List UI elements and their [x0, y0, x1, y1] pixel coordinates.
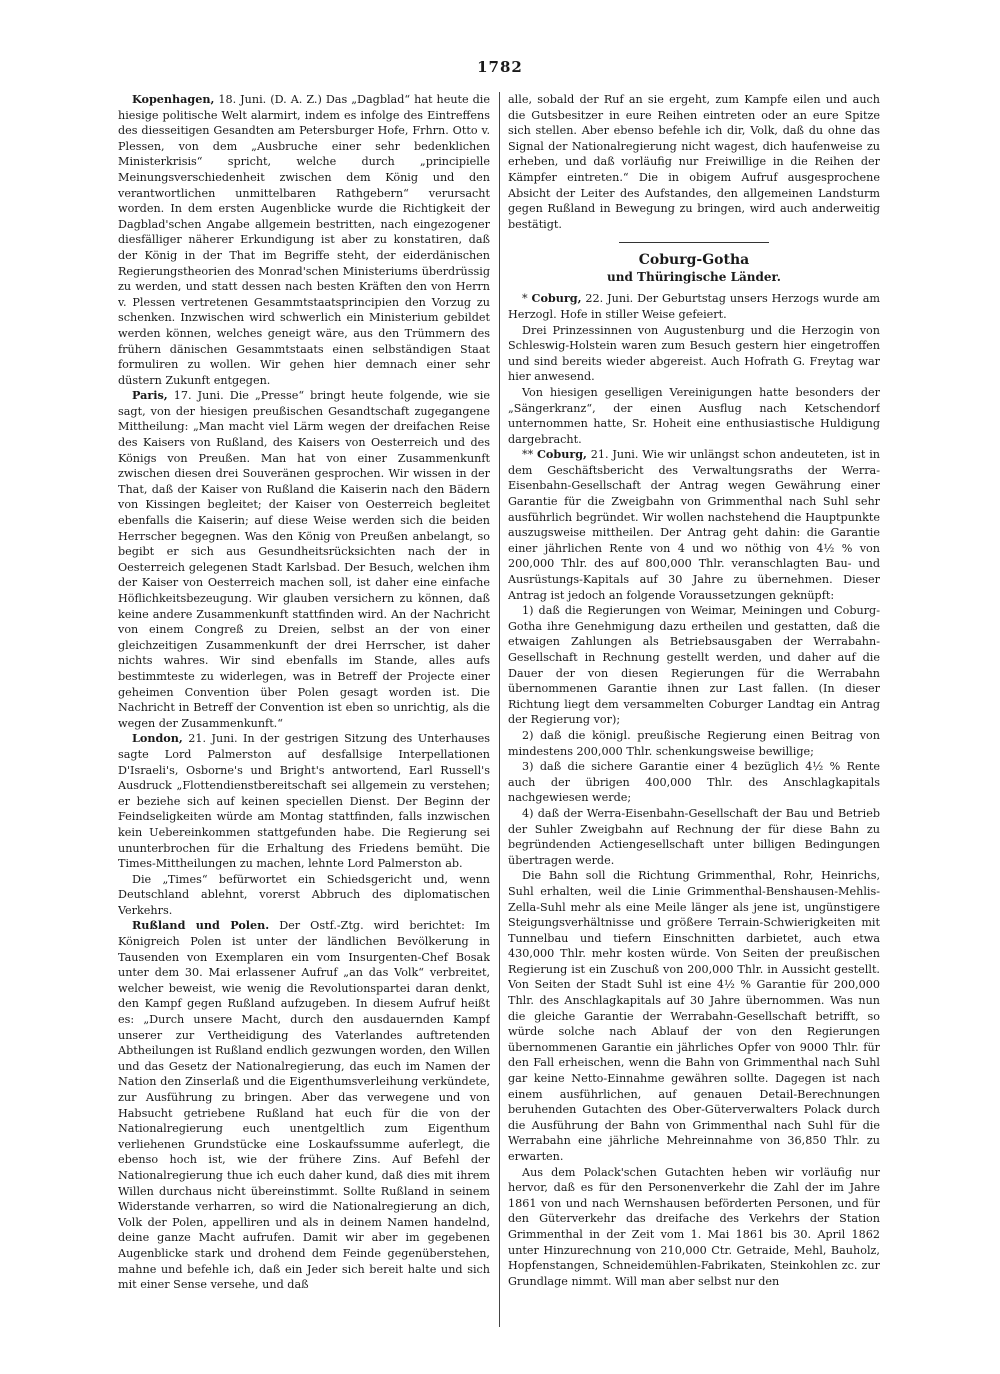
article-london-text: 21. Juni. In der gestrigen Sitzung des Unterhauses sagte Lord Palmerston auf desfallsige Interpellationen D'Israeli's, Osborne's und Bright's antwortend, Earl Russell's Ausdruck „Flottendienstbereitschaft sei allgemein zu verstehen; er beziehe sich auf keinen speciellen Dienst. Der Beginn der Feindseligkeiten würde am Montag stattfinden, falls inzwischen kein Uebereinkommen stattgefunden habe. Die Regierung sei ununterbrochen für die Erhaltung des Friedens bemüht. Die Times-Mittheilungen zu machen, lehnte Lord Palmerston ab.: [118, 732, 490, 871]
condition-item-1: 1) daß die Regierungen von Weimar, Meiningen und Coburg-Gotha ihre Genehmigung dazu ertheilen und gestatten, daß die etwaigen Zahlungen als Betriebsausgaben der Werrabahn-Gesellschaft in Rechnung gestellt werden, und daher auf die Dauer der von diesen Regierungen für die Werrabahn übernommenen Garantie ihnen zur Last fallen. (In dieser Richtung liegt dem versammelten Coburger Landtag ein Antrag der Regierung vor);: [508, 604, 880, 727]
paragraph-prinzessinnen: Drei Prinzessinnen von Augustenburg und die Herzogin von Schleswig-Holstein waren zum Besuch gestern hier eingetroffen und sind bereits wieder abgereist. Auch Hofrath G. Freytag war hier anwesend.: [508, 323, 880, 384]
dateline-russland: Rußland und Polen.: [132, 918, 270, 933]
article-kopenhagen-text: 18. Juni. (D. A. Z.) Das „Dagblad“ hat heute die hiesige politische Welt alarmirt, indem es infolge des Eintreffens des diesseitigen Gesandten am Petersburger Hofe, Frhrn. Otto v. Plessen, von dem „Ausbruche einer sehr bedenklichen Ministerkrisis“ spricht, welche durch „principielle Meinungsverschiedenheit zwischen dem König und den verantwortlichen unmittelbaren Rathgebern“ verursacht worden. In dem ersten Augenblicke wurde die Richtigkeit der Dagblad'schen Angabe allgemein bestritten, nach eingezogener diesfälliger näherer Erkundigung ist aber zu konstatiren, daß der König in der That im Begriffe steht, der eiderdänischen Regierungstheorien des Monrad'schen Ministeriums überdrüssig zu werden, und statt dessen nach besten Kräften den von Herrn v. Plessen vertretenen Gesammtstaatsprincipien den Vorzug zu schenken. Inzwischen wird schwerlich ein Ministerium gebildet werden können, welches geneigt wäre, aus den Trümmern des frühern dänischen Gesammtstaats einen selbständigen Staat formuliren zu wollen. Wir gehen hier demnach einer sehr düstern Zukunft entgegen.: [118, 93, 490, 387]
article-kopenhagen: [118, 92, 490, 388]
paragraph-polack: Aus dem Polack'schen Gutachten heben wir vorläufig nur hervor, daß es für den Personenverkehr die Zahl der im Jahre 1861 von und nach Wernshausen beförderten Personen, und für den Güterverkehr das dreifache des Verkehrs der Station Grimmenthal in der Zeit vom 1. Mai 1861 bis 30. April 1862 unter Hinzurechnung von 210,000 Ctr. Getraide, Mehl, Bauholz, Hopfenstangen, Schneidemühlen-Fabrikaten, Steinkohlen zc. zur Grundlage nimmt. Will man aber selbst nur den: [508, 1165, 880, 1288]
dateline-paris: Paris,: [132, 388, 168, 403]
marker-single: *: [522, 292, 532, 306]
paragraph-bahn: Die Bahn soll die Richtung Grimmenthal, Rohr, Heinrichs, Suhl erhalten, weil die Linie Grimmenthal-Benshausen-Mehlis-Zella-Suhl mehr als eine Meile länger als jene ist, ungünstigere Steigungsverhältnisse und größere Terrain-Schwierigkeiten mit Tunnelbau und tiefern Einschnitten darbietet, auch etwa 430,000 Thlr. mehr kosten würde. Von Seiten der preußischen Regierung ist ein Zuschuß von 200,000 Thlr. in Aussicht gestellt. Von Seiten der Stadt Suhl ist eine 4½ % Garantie für 200,000 Thlr. des Anschlagkapitals auf 30 Jahre übernommen. Was nun die gleiche Garantie der Werrabahn-Gesellschaft betrifft, so würde solche nach Ablauf der von den Regierungen übernommenen Garantie ein jährliches Opfer von 9000 Thlr. für den Fall erheischen, wenn die Bahn von Grimmenthal nach Suhl gar keine Netto-Einnahme gewähren sollte. Dagegen ist nach einem ausführlichen, auf genauen Detail-Berechnungen beruhenden Gutachten des Ober-Güterverwalters Polack durch die Ausführung der Bahn von Grimmenthal nach Suhl für die Werrabahn eine jährliche Mehreinnahme von 36,850 Thlr. zu erwarten.: [508, 869, 880, 1163]
article-coburg-2: [508, 447, 880, 603]
page-number: 1782: [477, 58, 523, 76]
article-russland-continuation: alle, sobald der Ruf an sie ergeht, zum Kampfe eilen und auch die Gutsbesitzer in eure Reihen eintreten oder an eure Spitze sich stellen. Aber ebenso befehle ich dir, Volk, daß du ohne das Signal der Nationalregierung nicht wagest, dich haufenweise zu erheben, und daß vorläufig nur Freiwillige in die Reihen der Kämpfer eintreten.“ Die in obigem Aufruf ausgesprochene Absicht der Leiter des Aufstandes, den allgemeinen Landsturm gegen Rußland in Bewegung zu bringen, wird auch anderweitig bestätigt.: [508, 93, 880, 231]
dateline-coburg-2: Coburg,: [537, 447, 587, 462]
dateline-kopenhagen: Kopenhagen,: [132, 92, 215, 106]
article-london: [118, 731, 490, 871]
section-heading: Coburg-Gotha: [638, 252, 750, 269]
dateline-london: London,: [132, 731, 183, 746]
article-russland-text: Der Ostf.-Ztg. wird berichtet: Im Königreich Polen ist unter der ländlichen Bevölkerung in Tausenden von Exemplaren ein vom Insurgenten-Chef Bosak unter dem 30. Mai erlassener Aufruf „an das Volk“ verbreitet, welcher beweist, wie wenig die Revolutionspartei daran denkt, den Kampf gegen Rußland aufzugeben. In diesem Aufruf heißt es: „Durch unsere Macht, durch den ausdauernden Kampf unserer zur Vertheidigung des Vaterlandes auftretenden Abtheilungen ist Rußland endlich gezwungen worden, den Willen und das Gesetz der Nationalregierung, das euch im Namen der Nation den Zinserlaß und die Eigenthumsverleihung verkündete, zur Ausführung zu bringen. Aber das verwegene und von Habsucht getriebene Rußland hat euch für die von der Nationalregierung euch unentgeltlich zum Eigenthum verliehenen Grundstücke eine Loskaufssumme auferlegt, die ebenso hoch ist, wie der frühere Zins. Auf Befehl der Nationalregierung thue ich euch daher kund, daß dies mit ihrem Willen durchaus nicht übereinstimmt. Sollte Rußland in seinem Widerstande verharren, so wird die Nationalregierung an dich, Volk der Polen, appelliren und als in deinem Namen handelnd, deine ganze Macht aufrufen. Damit wir aber im gegebenen Augenblicke stark und drohend dem Feinde gegenüberstehen, mahne und befehle ich, daß ein Jeder sich bereit halte und sich mit einer Sense versehe, und daß: [118, 919, 490, 1292]
dateline-coburg-1: Coburg,: [531, 291, 582, 306]
article-coburg-1: [508, 291, 880, 322]
condition-item-3: 3) daß die sichere Garantie einer 4 bezüglich 4½ % Rente auch der übrigen 400,000 Thlr. des Anschlagkapitals nachgewiesen werde;: [508, 760, 880, 805]
marker-double: **: [522, 448, 538, 462]
right-column: [508, 92, 880, 1342]
article-russland: [118, 918, 490, 1292]
condition-item-4: 4) daß der Werra-Eisenbahn-Gesellschaft der Bau und Betrieb der Suhler Zweigbahn auf Rechnung der für diese Bahn zu begründenden Actiengesellschaft unter billigen Bedingungen übertragen werde.: [508, 806, 880, 867]
article-coburg-1-text: 22. Juni. Der Geburtstag unsers Herzogs wurde am Herzogl. Hofe in stiller Weise gefeiert.: [508, 292, 880, 321]
left-column: [118, 92, 490, 1312]
article-paris: [118, 388, 490, 731]
paragraph-saengerkranz: Von hiesigen geselligen Vereinigungen hatte besonders der „Sängerkranz“, der einen Ausflug nach Ketschendorf unternommen hatte, Sr. Hoheit eine enthusiastische Huldigung dargebracht.: [508, 385, 880, 446]
section-rule: [619, 242, 769, 243]
article-coburg-2-text: 21. Juni. Wie wir unlängst schon andeuteten, ist in dem Geschäftsbericht des Verwaltungsraths der Werra-Eisenbahn-Gesellschaft der Antrag wegen Gewährung einer Garantie für die Zweigbahn von Grimmenthal nach Suhl sehr ausführlich begründet. Wir wollen nachstehend die Hauptpunkte auszugsweise mittheilen. Der Antrag geht dahin: die Garantie einer jährlichen Rente von 4 und wo nöthig von 4½ % von 200,000 Thlr. des auf 800,000 Thlr. veranschlagten Bau- und Ausrüstungs-Kapitals auf 30 Jahre zu übernehmen. Dieser Antrag ist jedoch an folgende Voraussetzungen geknüpft:: [508, 448, 880, 602]
condition-item-2: 2) daß die königl. preußische Regierung einen Beitrag von mindestens 200,000 Thlr. schenkungsweise bewillige;: [508, 728, 880, 758]
column-divider: [499, 92, 500, 1327]
section-subheading: und Thüringische Länder.: [607, 270, 781, 285]
article-times: Die „Times“ befürwortet ein Schiedsgericht und, wenn Deutschland ablehnt, vorerst Abbruch des diplomatischen Verkehrs.: [118, 872, 490, 917]
article-paris-text: 17. Juni. Die „Presse“ bringt heute folgende, wie sie sagt, von der hiesigen preußischen Gesandtschaft zugegangene Mittheilung: „Man macht viel Lärm wegen der dreifachen Reise des Kaisers von Rußland, des Kaisers von Oesterreich und des Königs von Preußen. Man hat von einer Zusammenkunft zwischen diesen drei Souveränen gesprochen. Wir wissen in der That, daß der Kaiser von Rußland die Kaiserin nach den Bädern von Kissingen begleitet; der Kaiser von Oesterreich begleitet ebenfalls die Kaiserin; auf diese Weise werden sich die beiden Herrscher begegnen. Was den König von Preußen anbelangt, so begibt er sich aus Gesundheitsrücksichten nach der in Oesterreich gelegenen Stadt Karlsbad. Der Besuch, welchen ihm der Kaiser von Oesterreich machen soll, ist daher eine einfache Höflichkeitsbezeugung. Wir glauben versichern zu können, daß keine andere Zusammenkunft stattfinden wird. An der Nachricht von einem Congreß zu Dreien, selbst an der von einer gleichzeitigen Zusammenkunft der drei Herrscher, ist daher nichts wahres. Wir sind ebenfalls im Stande, alles aufs bestimmteste zu widerlegen, was in Betreff der Projecte einer geheimen Convention über Polen gesagt worden ist. Die Nachricht in Betreff der Convention ist eben so unrichtig, als die wegen der Zusammenkunft.“: [118, 389, 490, 730]
